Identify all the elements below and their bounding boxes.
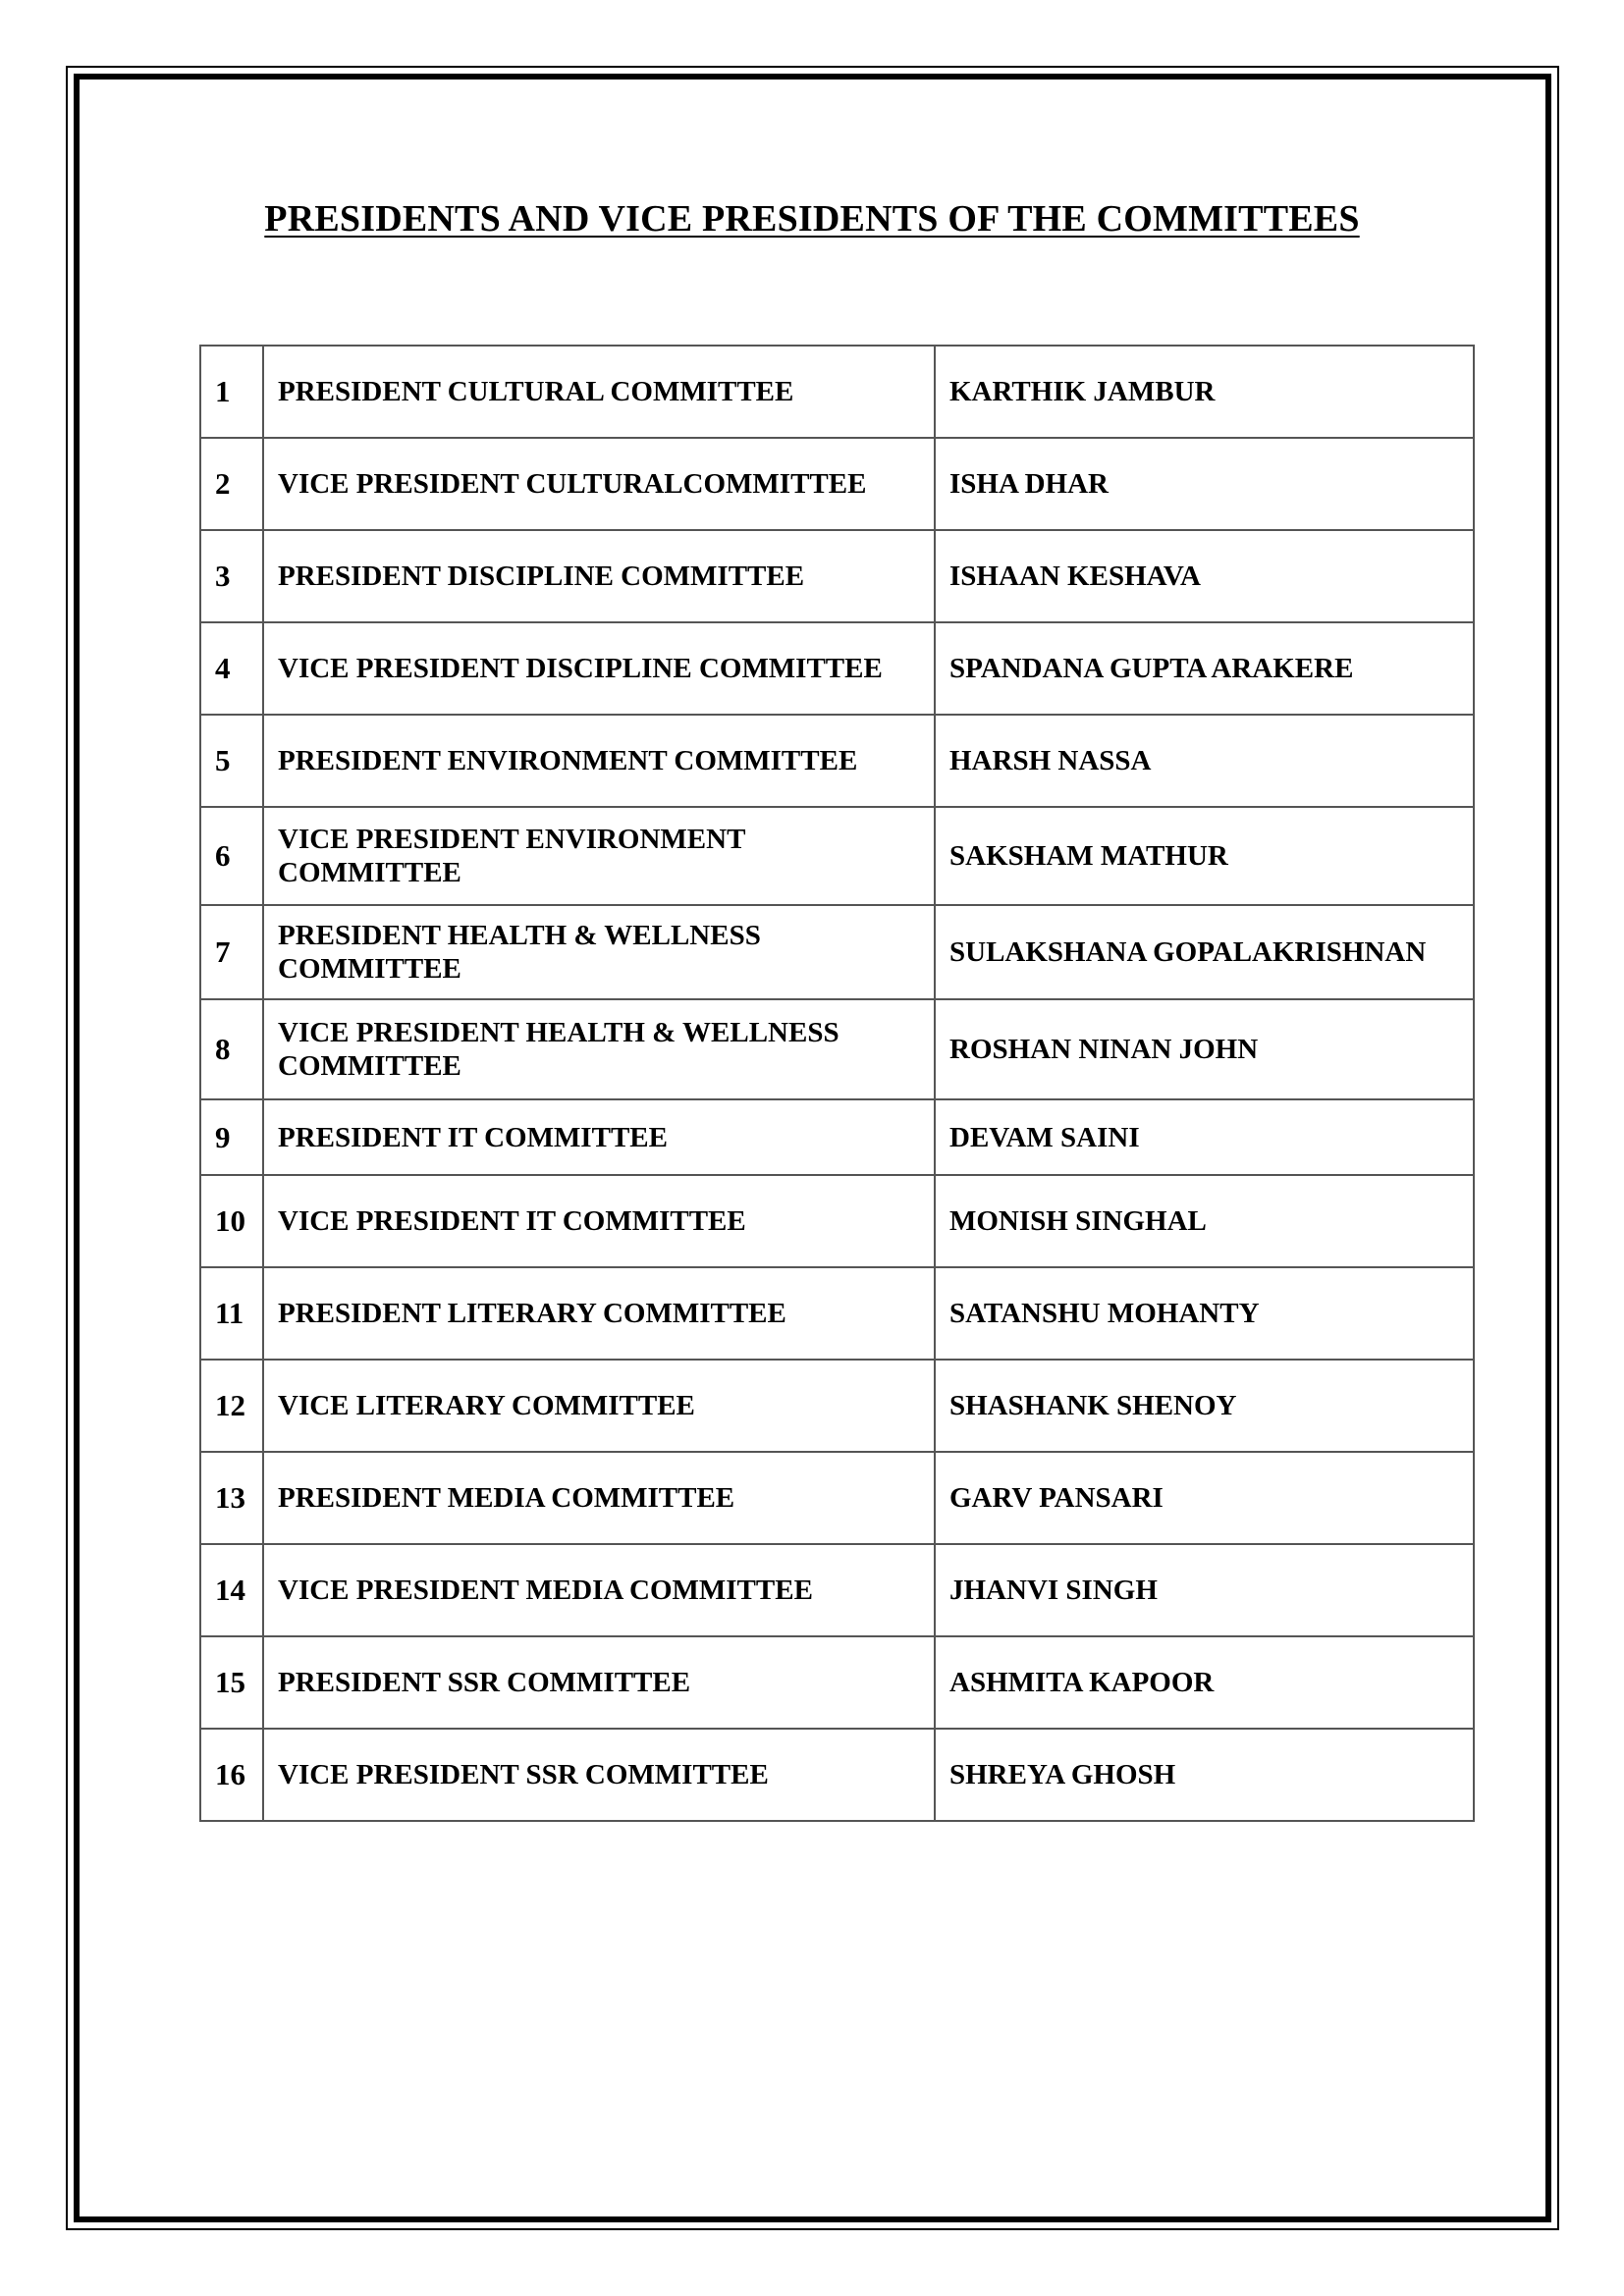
table-row	[200, 622, 1474, 715]
member-name: SAKSHAM MATHUR	[935, 807, 1474, 905]
page-title: PRESIDENTS AND VICE PRESIDENTS OF THE COMMITTEES	[264, 198, 1360, 240]
table-row	[200, 346, 1474, 438]
committee-role: PRESIDENT LITERARY COMMITTEE	[263, 1267, 935, 1360]
committee-role: VICE PRESIDENT HEALTH & WELLNESS COMMITTEE	[263, 999, 935, 1099]
committees-table	[199, 345, 1475, 1822]
member-name: SHREYA GHOSH	[935, 1729, 1474, 1821]
row-number: 5	[200, 715, 263, 807]
member-name: ISHA DHAR	[935, 438, 1474, 530]
row-number: 10	[200, 1175, 263, 1267]
table-row	[200, 1729, 1474, 1821]
committee-role: PRESIDENT IT COMMITTEE	[263, 1099, 935, 1175]
row-number: 14	[200, 1544, 263, 1636]
member-name: SATANSHU MOHANTY	[935, 1267, 1474, 1360]
member-name: HARSH NASSA	[935, 715, 1474, 807]
table-row	[200, 1452, 1474, 1544]
committee-role: VICE PRESIDENT ENVIRONMENT COMMITTEE	[263, 807, 935, 905]
member-name: SULAKSHANA GOPALAKRISHNAN	[935, 905, 1474, 999]
table-row	[200, 1544, 1474, 1636]
table-row	[200, 1175, 1474, 1267]
table-row	[200, 1360, 1474, 1452]
member-name: ISHAAN KESHAVA	[935, 530, 1474, 622]
row-number: 7	[200, 905, 263, 999]
row-number: 1	[200, 346, 263, 438]
row-number: 4	[200, 622, 263, 715]
committee-role: PRESIDENT DISCIPLINE COMMITTEE	[263, 530, 935, 622]
table-row	[200, 1636, 1474, 1729]
member-name: GARV PANSARI	[935, 1452, 1474, 1544]
committee-role: VICE PRESIDENT DISCIPLINE COMMITTEE	[263, 622, 935, 715]
committee-role: VICE LITERARY COMMITTEE	[263, 1360, 935, 1452]
table-row	[200, 1099, 1474, 1175]
row-number: 9	[200, 1099, 263, 1175]
committee-role: PRESIDENT ENVIRONMENT COMMITTEE	[263, 715, 935, 807]
member-name: DEVAM SAINI	[935, 1099, 1474, 1175]
table-row	[200, 807, 1474, 905]
committee-role: VICE PRESIDENT IT COMMITTEE	[263, 1175, 935, 1267]
row-number: 6	[200, 807, 263, 905]
row-number: 2	[200, 438, 263, 530]
member-name: SHASHANK SHENOY	[935, 1360, 1474, 1452]
table-row	[200, 530, 1474, 622]
row-number: 3	[200, 530, 263, 622]
committee-role: PRESIDENT CULTURAL COMMITTEE	[263, 346, 935, 438]
committees-table-wrap	[199, 345, 1473, 1822]
member-name: KARTHIK JAMBUR	[935, 346, 1474, 438]
committee-role: PRESIDENT MEDIA COMMITTEE	[263, 1452, 935, 1544]
committee-role: VICE PRESIDENT CULTURALCOMMITTEE	[263, 438, 935, 530]
member-name: SPANDANA GUPTA ARAKERE	[935, 622, 1474, 715]
table-row	[200, 1267, 1474, 1360]
row-number: 16	[200, 1729, 263, 1821]
row-number: 12	[200, 1360, 263, 1452]
member-name: MONISH SINGHAL	[935, 1175, 1474, 1267]
committee-role: PRESIDENT HEALTH & WELLNESS COMMITTEE	[263, 905, 935, 999]
committee-role: PRESIDENT SSR COMMITTEE	[263, 1636, 935, 1729]
member-name: JHANVI SINGH	[935, 1544, 1474, 1636]
row-number: 15	[200, 1636, 263, 1729]
table-row	[200, 715, 1474, 807]
row-number: 8	[200, 999, 263, 1099]
committee-role: VICE PRESIDENT MEDIA COMMITTEE	[263, 1544, 935, 1636]
table-row	[200, 905, 1474, 999]
table-row	[200, 999, 1474, 1099]
table-row	[200, 438, 1474, 530]
row-number: 11	[200, 1267, 263, 1360]
member-name: ASHMITA KAPOOR	[935, 1636, 1474, 1729]
row-number: 13	[200, 1452, 263, 1544]
committee-role: VICE PRESIDENT SSR COMMITTEE	[263, 1729, 935, 1821]
member-name: ROSHAN NINAN JOHN	[935, 999, 1474, 1099]
